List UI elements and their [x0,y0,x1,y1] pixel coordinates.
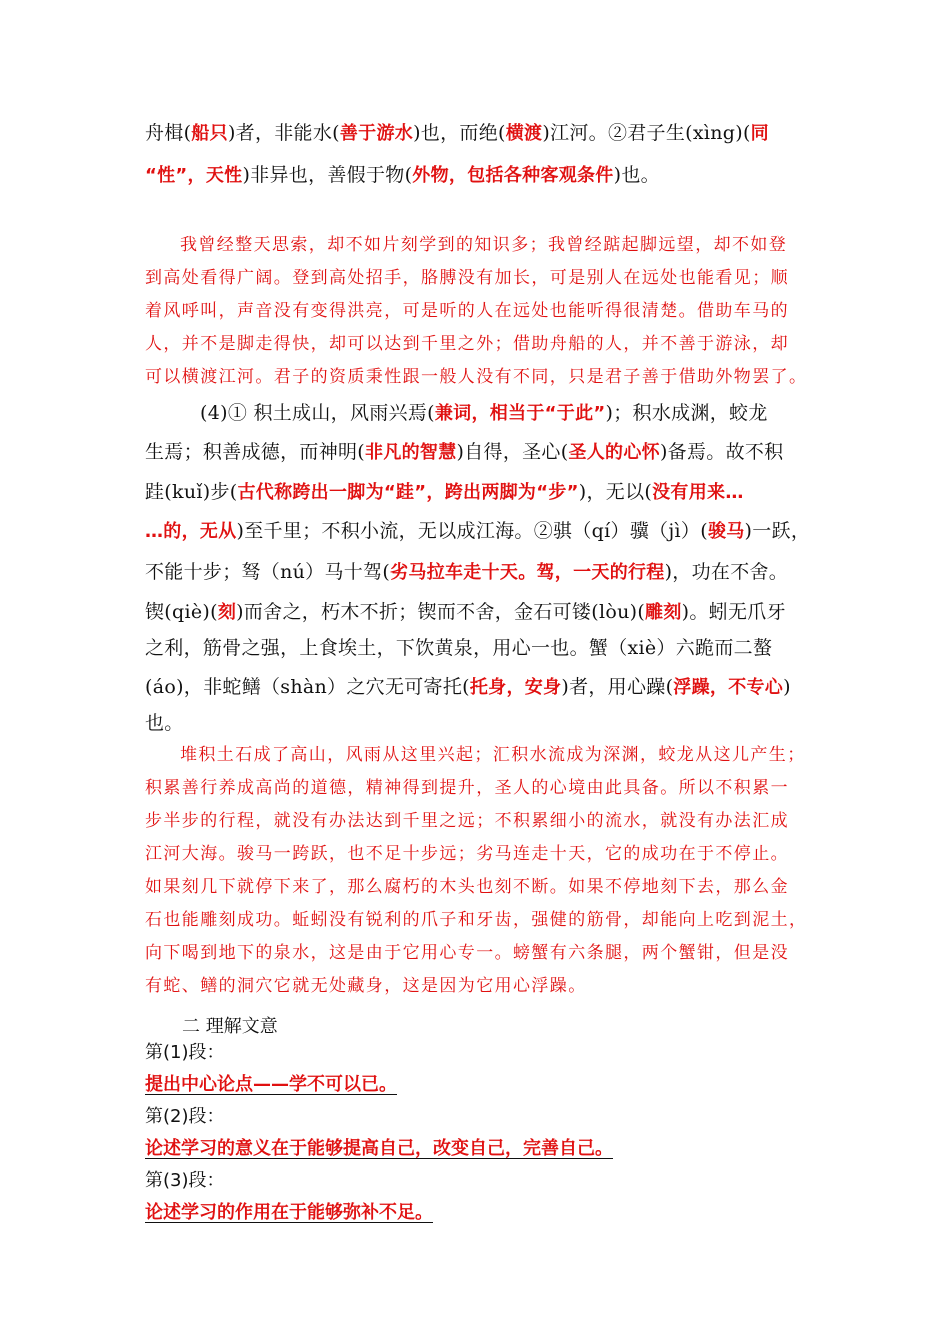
classical-line: (4)① 积土成山，风雨兴焉(兼词，相当于“于此”)；积水成渊，蛟龙 [200,402,768,424]
classical-line: 之利，筋骨之强，上食埃土，下饮黄泉，用心一也。蟹（xiè）六跪而二螯 [145,637,773,659]
translation-line: 积累善行养成高尚的道德，精神得到提升，圣人的心境由此具备。所以不积累一 [145,778,789,798]
paragraph-answer: 论述学习的意义在于能够提高自己，改变自己，完善自己。 [145,1138,613,1159]
classical-line: 跬(kuǐ)步(古代称跨出一脚为“跬”，跨出两脚为“步”)，无以(没有用来… [145,481,744,503]
classical-line: “性”，天性)非异也，善假于物(外物，包括各种客观条件)也。 [145,164,660,186]
paragraph-label: 第(3)段： [145,1170,225,1191]
classical-line: 不能十步；驽（nú）马十驾(劣马拉车走十天。驾，一天的行程)，功在不舍。 [145,561,789,583]
classical-line: 也。 [145,712,184,734]
translation-line: 如果刻几下就停下来了，那么腐朽的木头也刻不断。如果不停地刻下去，那么金 [145,877,789,897]
translation-line: 江河大海。骏马一跨跃，也不足十步远；劣马连走十天，它的成功在于不停止。 [145,844,789,864]
classical-line: 生焉；积善成德，而神明(非凡的智慧)自得，圣心(圣人的心怀)备焉。故不积 [145,441,784,463]
translation-line: 可以横渡江河。君子的资质秉性跟一般人没有不同，只是君子善于借助外物罢了。 [145,367,808,387]
translation-line: 我曾经整天思索，却不如片刻学到的知识多；我曾经踮起脚远望，却不如登 [180,235,788,255]
paragraph-answer: 提出中心论点——学不可以已。 [145,1074,397,1095]
translation-line: 堆积土石成了高山，风雨从这里兴起；汇积水流成为深渊，蛟龙从这儿产生； [180,745,806,765]
classical-line: 舟楫(船只)者，非能水(善于游水)也，而绝(横渡)江河。②君子生(xìng)(同 [145,122,769,144]
translation-line: 着风呼叫，声音没有变得洪亮，可是听的人在远处也能听得很清楚。借助车马的 [145,301,789,321]
classical-line: (áo)，非蛇鳝（shàn）之穴无可寄托(托身，安身)者，用心躁(浮躁，不专心) [145,676,791,698]
translation-line: 有蛇、鳝的洞穴它就无处藏身，这是因为它用心浮躁。 [145,976,587,996]
translation-line: 石也能雕刻成功。蚯蚓没有锐利的爪子和牙齿，强健的筋骨，却能向上吃到泥土， [145,910,808,930]
classical-line: …的，无从)至千里；不积小流，无以成江海。②骐（qí）骥（jì）(骏马)一跃， [145,520,811,542]
section-heading: 二 理解文意 [182,1016,278,1037]
translation-line: 步半步的行程，就没有办法达到千里之远；不积累细小的流水，就没有办法汇成 [145,811,789,831]
paragraph-answer: 论述学习的作用在于能够弥补不足。 [145,1202,433,1223]
translation-line: 到高处看得广阔。登到高处招手，胳膊没有加长，可是别人在远处也能看见；顺 [145,268,789,288]
paragraph-label: 第(2)段： [145,1106,225,1127]
translation-line: 人，并不是脚走得快，却可以达到千里之外；借助舟船的人，并不善于游泳，却 [145,334,789,354]
translation-line: 向下喝到地下的泉水，这是由于它用心专一。螃蟹有六条腿，两个蟹钳，但是没 [145,943,789,963]
paragraph-label: 第(1)段： [145,1042,225,1063]
classical-line: 锲(qiè)(刻)而舍之，朽木不折；锲而不舍，金石可镂(lòu)(雕刻)。蚓无爪牙 [145,601,786,623]
